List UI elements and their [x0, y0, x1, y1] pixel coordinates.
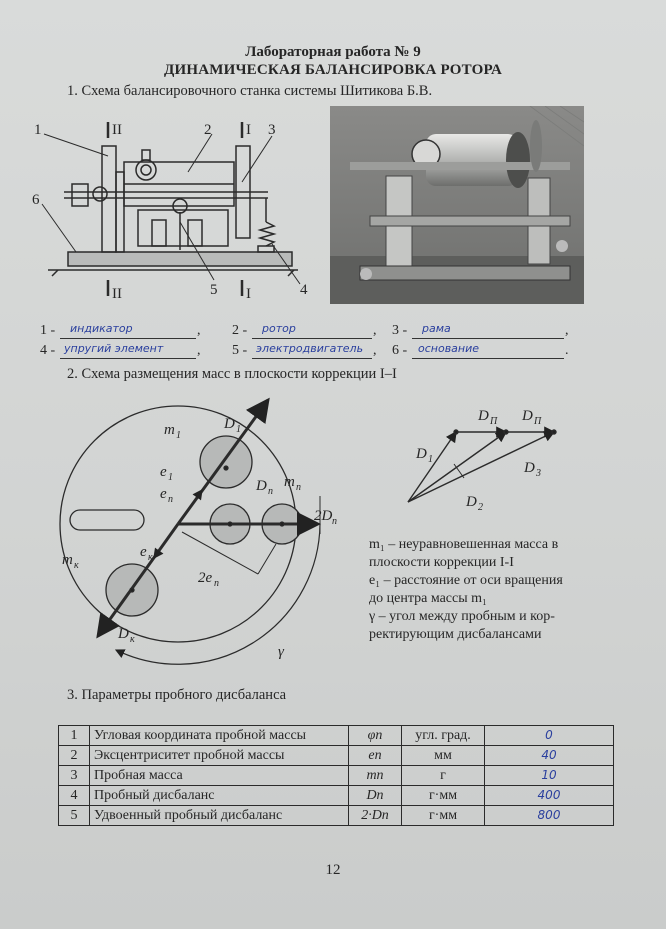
label-ek: e: [140, 544, 147, 560]
lab-title: Лабораторная работа № 9: [245, 44, 421, 60]
label-D1: D: [224, 416, 235, 432]
scheme-label-I-top: I: [246, 122, 251, 138]
scheme-label-1: 1: [34, 122, 42, 138]
fill-sep-6: .: [565, 343, 569, 358]
mass-diagram: [52, 384, 342, 674]
label-Dk-sub: к: [130, 634, 135, 645]
param-symbol: φп: [349, 726, 402, 746]
table-row: [59, 766, 614, 786]
params-table: [58, 725, 614, 826]
label-Dp2-sub: П: [534, 416, 542, 427]
fill-sep-1: ,: [197, 323, 201, 338]
fill-num-5: 5 -: [232, 343, 248, 358]
legend-line-2: плоскости коррекции I-I: [369, 555, 514, 570]
label-D1v-sub: 1: [428, 454, 433, 465]
scheme-label-II-bottom: II: [112, 286, 122, 302]
label-Dk: D: [118, 626, 129, 642]
legend-line-6: ректирующим дисбалансами: [369, 627, 542, 642]
scheme-label-II-top: II: [112, 122, 122, 138]
table-row: [59, 746, 614, 766]
scheme-label-3: 3: [268, 122, 276, 138]
param-name: Удвоенный пробный дисбаланс: [90, 806, 349, 826]
fill-sep-2: ,: [373, 323, 377, 338]
param-unit: мм: [402, 746, 485, 766]
param-symbol: eп: [349, 746, 402, 766]
label-gamma: γ: [278, 644, 284, 660]
fill-value-1: индикатор: [70, 322, 133, 335]
param-value: 40: [541, 747, 557, 762]
label-m1-sub: 1: [176, 430, 181, 441]
diagram-legend: [369, 536, 563, 644]
param-symbol: mп: [349, 766, 402, 786]
label-m1: m: [164, 422, 175, 438]
param-name: Эксцентриситет пробной массы: [90, 746, 349, 766]
label-D3v: D: [524, 460, 535, 476]
fill-num-1: 1 -: [40, 323, 56, 338]
table-row: [59, 786, 614, 806]
param-name: Пробная масса: [90, 766, 349, 786]
fill-line-6: [412, 358, 564, 359]
fill-value-4: упругий элемент: [64, 342, 164, 355]
machine-photo: [330, 106, 584, 304]
label-2en: 2e: [198, 570, 213, 586]
row-number: 1: [59, 726, 90, 746]
fill-line-5: [252, 358, 372, 359]
fill-num-6: 6 -: [392, 343, 408, 358]
label-Dn-sub: п: [268, 486, 273, 497]
section1-heading: 1. Схема балансировочного станка системы Шитикова Б.В.: [67, 83, 433, 99]
scheme-label-2: 2: [204, 122, 212, 138]
fill-sep-4: ,: [197, 343, 201, 358]
scheme-label-4: 4: [300, 282, 308, 298]
label-mn: m: [284, 474, 295, 490]
fill-sep-5: ,: [373, 343, 377, 358]
label-Dp1-sub: П: [490, 416, 498, 427]
legend-line-4: до центра массы m₁: [369, 591, 487, 606]
param-symbol: 2·Dп: [349, 806, 402, 826]
fill-value-3: рама: [422, 322, 451, 335]
label-D2v-sub: 2: [478, 502, 483, 513]
fill-line-3: [412, 338, 564, 339]
table-row: [59, 806, 614, 826]
machine-scheme: [28, 112, 330, 308]
label-2Dn: 2D: [314, 508, 333, 524]
label-en: e: [160, 486, 167, 502]
fill-line-4: [60, 358, 196, 359]
legend-line-1: m₁ – неуравновешенная масса в: [369, 537, 559, 552]
page-number: 12: [325, 862, 341, 878]
label-Dn: D: [256, 478, 267, 494]
param-symbol: Dп: [349, 786, 402, 806]
vector-diagram: [394, 392, 594, 522]
scheme-label-I-bottom: I: [246, 286, 251, 302]
label-2Dn-sub: п: [332, 516, 337, 527]
fill-line-1: [60, 338, 196, 339]
section2-heading: 2. Схема размещения масс в плоскости коррекции I–I: [67, 366, 397, 382]
label-e1: e: [160, 464, 167, 480]
param-unit: г: [402, 766, 485, 786]
label-mn-sub: п: [296, 482, 301, 493]
label-mk-sub: к: [74, 560, 79, 571]
label-D3v-sub: 3: [536, 468, 541, 479]
param-value: 10: [541, 767, 557, 782]
param-unit: г·мм: [402, 786, 485, 806]
fill-sep-3: ,: [565, 323, 569, 338]
legend-line-3: e₁ – расстояние от оси вращения: [369, 573, 563, 588]
row-number: 2: [59, 746, 90, 766]
param-unit: г·мм: [402, 806, 485, 826]
fill-num-2: 2 -: [232, 323, 248, 338]
label-en-sub: п: [168, 494, 173, 505]
row-number: 4: [59, 786, 90, 806]
param-name: Угловая координата пробной массы: [90, 726, 349, 746]
scheme-label-5: 5: [210, 282, 218, 298]
row-number: 5: [59, 806, 90, 826]
lab-subtitle: ДИНАМИЧЕСКАЯ БАЛАНСИРОВКА РОТОРА: [163, 62, 503, 78]
label-ek-sub: к: [148, 552, 153, 563]
table-row: [59, 726, 614, 746]
label-D2v: D: [466, 494, 477, 510]
label-mk: m: [62, 552, 73, 568]
fill-value-5: электродвигатель: [256, 342, 364, 355]
param-name: Пробный дисбаланс: [90, 786, 349, 806]
label-Dp2: D: [522, 408, 533, 424]
fill-line-2: [252, 338, 372, 339]
fill-num-3: 3 -: [392, 323, 408, 338]
fill-num-4: 4 -: [40, 343, 56, 358]
label-D1v: D: [416, 446, 427, 462]
param-unit: угл. град.: [402, 726, 485, 746]
label-2en-sub: п: [214, 578, 219, 589]
param-value: 800: [537, 807, 561, 822]
legend-line-5: γ – угол между пробным и кор-: [369, 609, 555, 624]
section3-heading: 3. Параметры пробного дисбаланса: [67, 687, 287, 703]
label-D1-sub: 1: [236, 424, 241, 435]
row-number: 3: [59, 766, 90, 786]
fill-value-2: ротор: [262, 322, 296, 335]
fill-value-6: основание: [418, 342, 480, 355]
scheme-label-6: 6: [32, 192, 40, 208]
label-e1-sub: 1: [168, 472, 173, 483]
label-Dp1: D: [478, 408, 489, 424]
param-value: 0: [545, 727, 553, 742]
param-value: 400: [537, 787, 561, 802]
